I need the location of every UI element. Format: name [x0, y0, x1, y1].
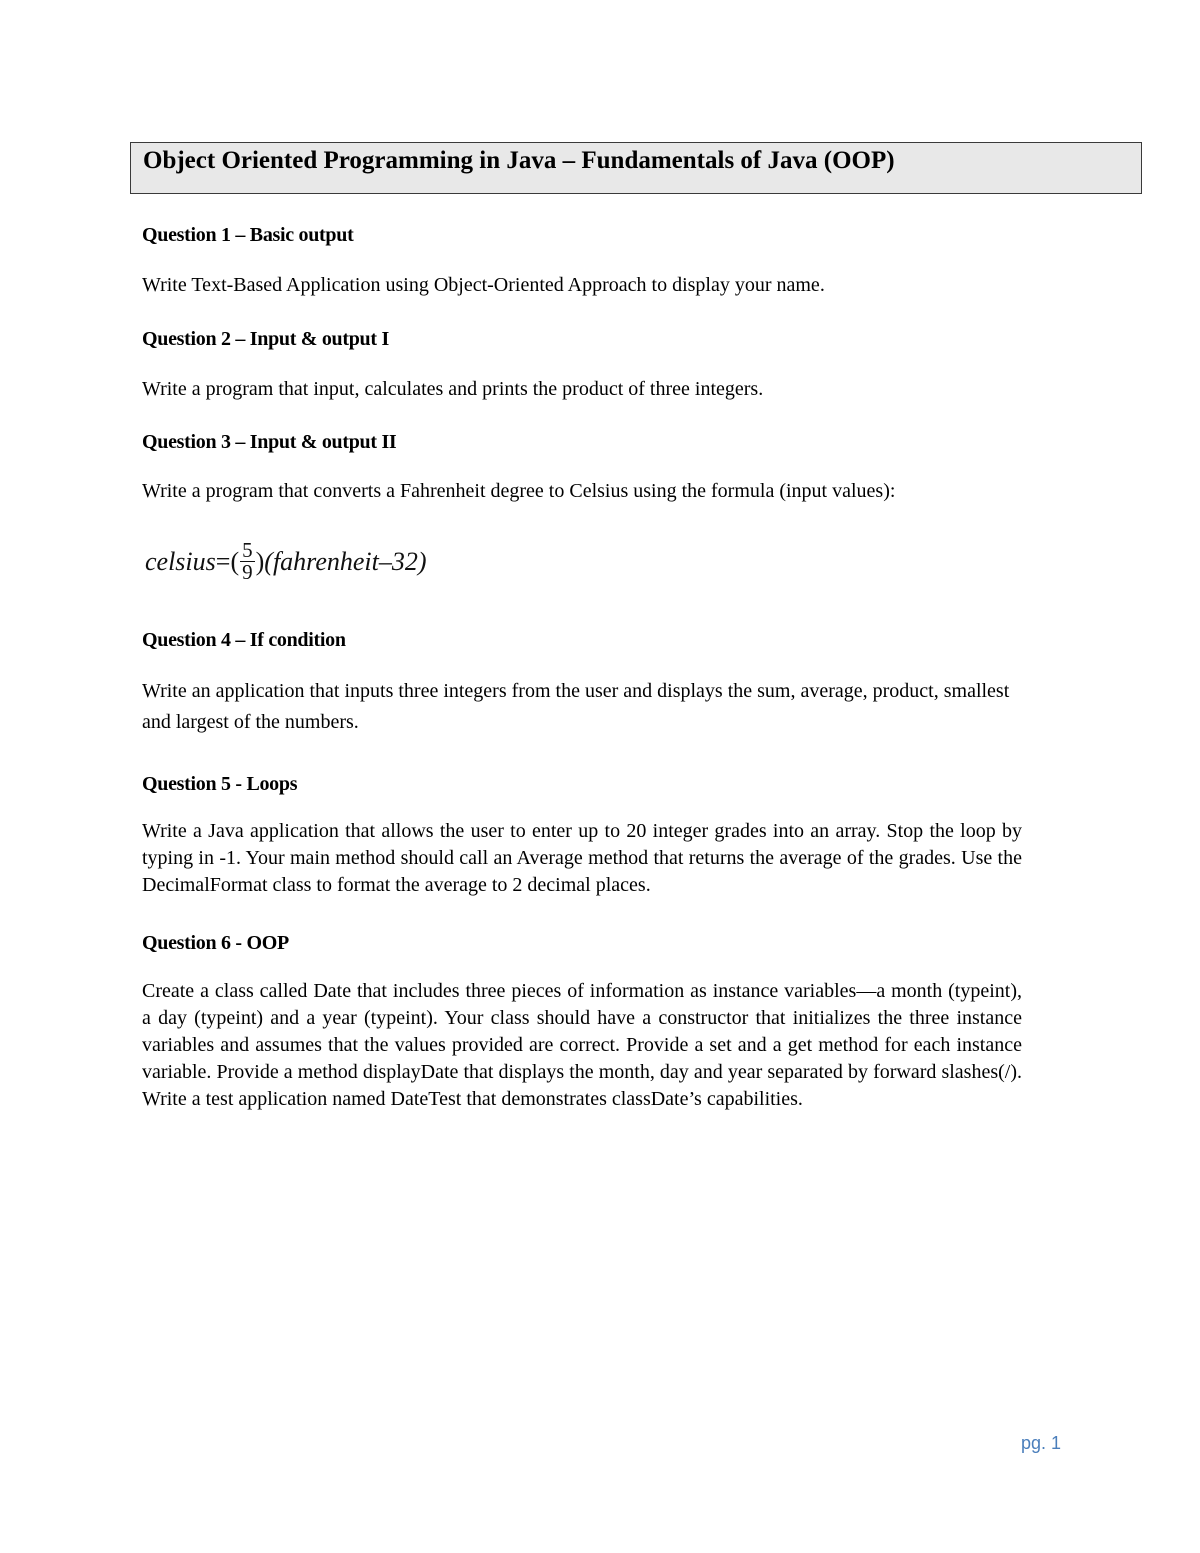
question-heading: Question 2 – Input & output I — [142, 328, 389, 350]
formula-rhs: (fahrenheit–32) — [264, 546, 427, 576]
question-6-body — [142, 978, 1022, 1113]
formula-fraction — [240, 540, 255, 583]
question-1 — [142, 224, 1022, 247]
question-heading: Question 3 – Input & output II — [142, 431, 397, 453]
question-4 — [142, 629, 1022, 652]
question-2 — [142, 328, 1022, 351]
question-2-body — [142, 376, 1022, 403]
formula-equals: = — [215, 546, 231, 576]
question-text: Write an application that inputs three integers from the user and displays the sum, average, product, smallest and largest of the numbers. — [142, 680, 1010, 733]
question-3-body — [142, 478, 1022, 505]
page-number: pg. 1 — [1021, 1433, 1062, 1453]
formula-numerator: 5 — [242, 538, 253, 562]
formula-close-paren: ) — [255, 546, 265, 576]
question-1-body — [142, 272, 1022, 299]
question-text: Write a program that input, calculates and prints the product of three integers. — [142, 378, 764, 400]
question-3 — [142, 431, 1022, 454]
question-4-body — [142, 676, 1012, 738]
question-text: Write a Java application that allows the user to enter up to 20 integer grades into an array. Stop the loop by typing in -1. Your main method should call an Average method that returns the average of the grades. Use the DecimalFormat class to format the average to 2 decimal places. — [142, 820, 1022, 896]
question-heading: Question 5 - Loops — [142, 773, 298, 795]
document-title: Object Oriented Programming in Java – Fundamentals of Java (OOP) — [143, 147, 895, 174]
question-text: Write Text-Based Application using Object-Oriented Approach to display your name. — [142, 274, 825, 296]
question-heading: Question 6 - OOP — [142, 932, 289, 954]
formula-denominator: 9 — [242, 560, 253, 584]
celsius-formula — [145, 540, 427, 583]
question-5-body — [142, 818, 1022, 899]
formula-open-paren: ( — [230, 546, 240, 576]
document-title-box — [130, 142, 1142, 194]
question-5 — [142, 773, 1022, 796]
question-text: Write a program that converts a Fahrenheit degree to Celsius using the formula (input values): — [142, 480, 896, 502]
question-heading: Question 4 – If condition — [142, 629, 346, 651]
question-heading: Question 1 – Basic output — [142, 224, 354, 246]
question-6 — [142, 932, 1022, 955]
formula-lhs: celsius — [145, 546, 216, 576]
question-text: Create a class called Date that includes three pieces of information as instance variables—a month (typeint), a day (typeint) and a year (typeint). Your class should have a constructor that initializes the three instance variables and assumes that the values provided are correct. Provide a set and a get method for each instance variable. Provide a method displayDate that displays the month, day and year separated by forward slashes(/). Write a test application named DateTest that demonstrates classDate’s capabilities. — [142, 980, 1022, 1110]
